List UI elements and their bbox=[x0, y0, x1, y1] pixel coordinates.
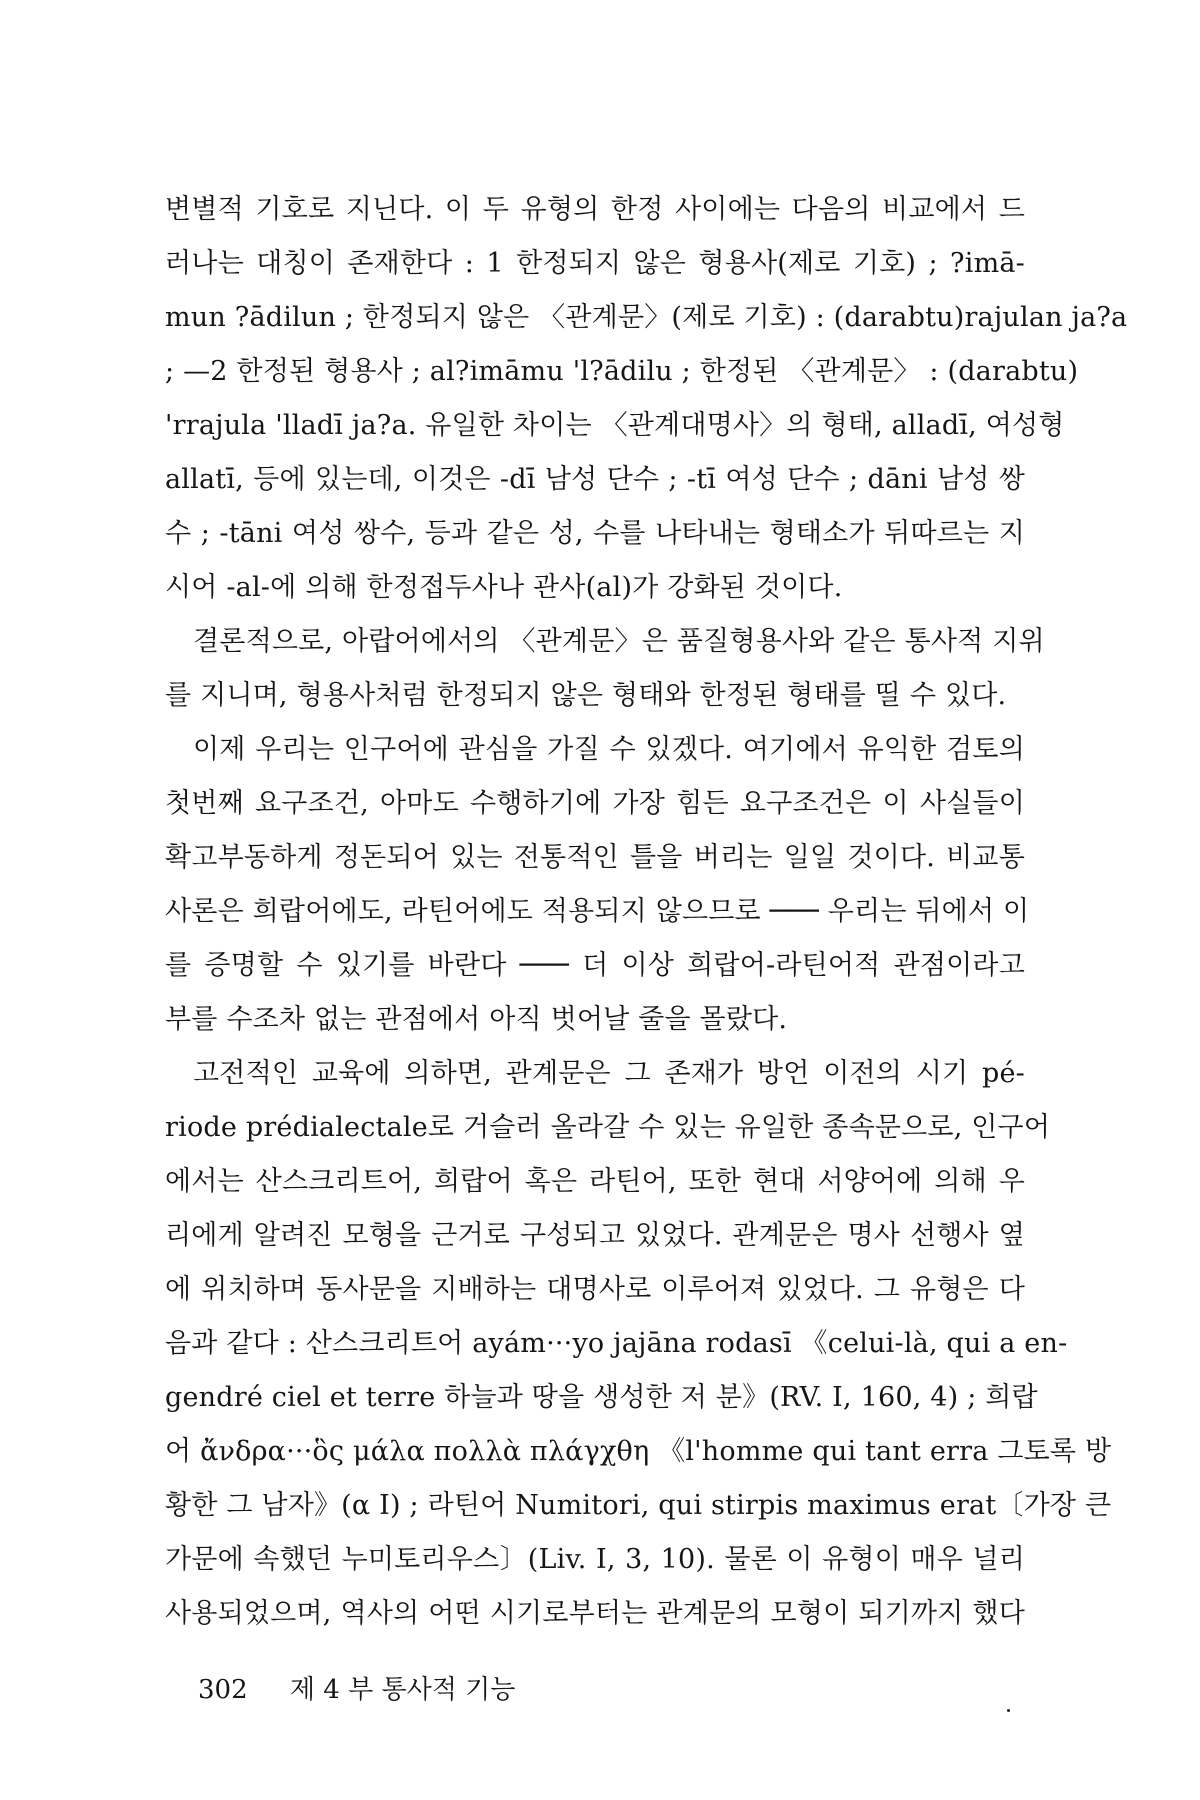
text-line: 이제 우리는 인구어에 관심을 가질 수 있겠다. 여기에서 유익한 검토의 bbox=[193, 734, 1025, 765]
text-line: 사론은 희랍어에도, 라틴어에도 적용되지 않으므로 ─── 우리는 뒤에서 이 bbox=[165, 896, 1030, 927]
text-line: 에서는 산스크리트어, 희랍어 혹은 라틴어, 또한 현대 서양어에 의해 우 bbox=[165, 1166, 1025, 1197]
running-head: 제 4 부 통사적 기능 bbox=[289, 1675, 516, 1705]
text-line: 확고부동하게 정돈되어 있는 전통적인 틀을 버리는 일일 것이다. 비교통 bbox=[165, 842, 1025, 873]
text-line: 리에게 알려진 모형을 근거로 구성되고 있었다. 관계문은 명사 선행사 옆 bbox=[165, 1220, 1025, 1251]
text-line: 를 지니며, 형용사처럼 한정되지 않은 형태와 한정된 형태를 띨 수 있다. bbox=[165, 680, 1007, 711]
page-footer bbox=[198, 1670, 515, 1710]
text-line: 고전적인 교육에 의하면, 관계문은 그 존재가 방언 이전의 시기 pé- bbox=[193, 1058, 1025, 1089]
text-line: 황한 그 남자》(α I) ; 라틴어 Numitori, qui stirpis maximus erat〔가장 큰 bbox=[165, 1490, 1112, 1521]
paragraph-block-arabic-relative bbox=[165, 183, 1128, 723]
text-line: gendré ciel et terre 하늘과 땅을 생성한 저 분》(RV. I, 160, 4) ; 희랍 bbox=[165, 1382, 1038, 1413]
text-line: mun ?ādilun ; 한정되지 않은 〈관계문〉(제로 기호) : (darabtu)rajulan ja?a bbox=[165, 302, 1128, 333]
paragraph-block-indo-european bbox=[165, 723, 1112, 1641]
text-line: 가문에 속했던 누미토리우스〕(Liv. I, 3, 10). 물론 이 유형이 매우 널리 bbox=[165, 1544, 1025, 1575]
text-line: 시어 -al-에 의해 한정접두사나 관사(al)가 강화된 것이다. bbox=[165, 572, 843, 603]
text-line: 부를 수조차 없는 관점에서 아직 벗어날 줄을 몰랐다. bbox=[165, 1004, 788, 1035]
text-line: riode prédialectale로 거슬러 올라갈 수 있는 유일한 종속문으로, 인구어 bbox=[165, 1112, 1051, 1143]
text-line: 어 ἄνδρα···ὃς μάλα πολλὰ πλάγχθη 《l'homme qui tant erra 그토록 방 bbox=[165, 1436, 1112, 1467]
text-line: 수 ; -tāni 여성 쌍수, 등과 같은 성, 수를 나타내는 형태소가 뒤따르는 지 bbox=[165, 518, 1025, 549]
text-line: allatī, 등에 있는데, 이것은 -dī 남성 단수 ; -tī 여성 단수 ; dāni 남성 쌍 bbox=[165, 464, 1025, 495]
text-line: 결론적으로, 아랍어에서의 〈관계문〉은 품질형용사와 같은 통사적 지위 bbox=[193, 626, 1045, 657]
print-speck bbox=[1007, 1709, 1010, 1712]
text-line: 첫번째 요구조건, 아마도 수행하기에 가장 힘든 요구조건은 이 사실들이 bbox=[165, 788, 1025, 819]
text-line: 변별적 기호로 지닌다. 이 두 유형의 한정 사이에는 다음의 비교에서 드 bbox=[165, 194, 1025, 225]
text-line: 음과 같다 : 산스크리트어 ayám···yo jajāna rodasī 《celui-là, qui a en- bbox=[165, 1328, 1068, 1359]
text-line: 러나는 대칭이 존재한다 : 1 한정되지 않은 형용사(제로 기호) ; ?imā- bbox=[165, 248, 1025, 279]
text-line: 에 위치하며 동사문을 지배하는 대명사로 이루어져 있었다. 그 유형은 다 bbox=[165, 1274, 1025, 1305]
page-number: 302 bbox=[198, 1675, 248, 1705]
text-line: 를 증명할 수 있기를 바란다 ─── 더 이상 희랍어-라틴어적 관점이라고 bbox=[165, 950, 1025, 981]
text-line: 사용되었으며, 역사의 어떤 시기로부터는 관계문의 모형이 되기까지 했다 bbox=[165, 1598, 1025, 1629]
text-line: ; —2 한정된 형용사 ; al?imāmu 'l?ādilu ; 한정된 〈관계문〉 : (darabtu) bbox=[165, 356, 1079, 387]
text-line: 'rrajula 'lladī ja?a. 유일한 차이는 〈관계대명사〉의 형태, alladī, 여성형 bbox=[165, 410, 1065, 441]
